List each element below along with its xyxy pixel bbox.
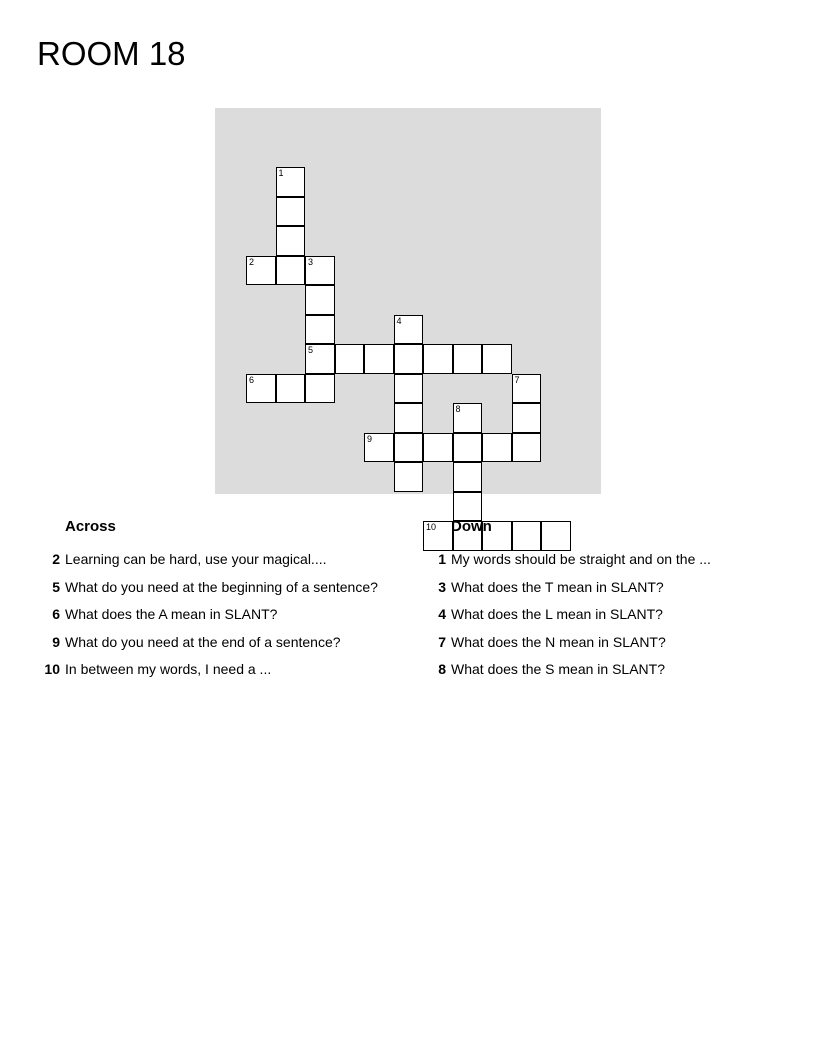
crossword-cell[interactable] (423, 521, 453, 551)
down-clue (422, 549, 782, 577)
crossword-cell[interactable] (394, 433, 424, 463)
crossword-cell[interactable] (394, 374, 424, 404)
clue-text: What does the T mean in SLANT? (451, 578, 664, 595)
clue-number: 2 (52, 551, 60, 567)
crossword-cell[interactable] (394, 462, 424, 492)
crossword-cell[interactable] (453, 403, 483, 433)
clue-text: Learning can be hard, use your magical.... (65, 551, 327, 567)
across-clue-list (36, 549, 396, 687)
crossword-cell[interactable] (453, 462, 483, 492)
cell-number: 5 (308, 345, 314, 355)
crossword-cell[interactable] (453, 433, 483, 463)
crossword-cell[interactable] (482, 344, 512, 374)
page-title: ROOM 18 (37, 35, 186, 72)
clue-number: 3 (438, 578, 446, 595)
cell-number: 7 (514, 374, 520, 385)
crossword-cell[interactable] (276, 226, 306, 256)
clue-number: 6 (52, 606, 60, 622)
clue-text: What does the A mean in SLANT? (65, 606, 278, 622)
clue-number: 8 (438, 661, 446, 677)
crossword-cell[interactable] (276, 256, 306, 286)
crossword-cell[interactable] (512, 521, 542, 551)
down-clue (422, 659, 782, 687)
clue-number: 10 (44, 661, 60, 677)
crossword-cell[interactable] (453, 344, 483, 374)
crossword-cell[interactable] (453, 492, 483, 522)
across-clue (36, 604, 396, 632)
cell-number: 10 (426, 522, 437, 532)
crossword-cell[interactable] (482, 433, 512, 463)
down-clue (422, 632, 782, 660)
across-clue (36, 659, 396, 687)
crossword-cell[interactable] (305, 315, 335, 345)
crossword-cell[interactable] (541, 521, 571, 551)
down-heading: Down (451, 518, 492, 535)
across-clue (36, 577, 396, 605)
clue-number: 5 (52, 578, 60, 595)
across-clue (36, 549, 396, 577)
crossword-cell[interactable] (246, 256, 276, 286)
across-clue (36, 632, 396, 660)
crossword-cell[interactable] (364, 433, 394, 463)
crossword-cell[interactable] (276, 167, 306, 197)
cell-number: 8 (455, 404, 461, 414)
crossword-cell[interactable] (335, 344, 365, 374)
cell-number: 9 (367, 433, 373, 444)
cell-number: 2 (249, 256, 255, 267)
crossword-cell[interactable] (512, 403, 542, 433)
crossword-cell[interactable] (512, 374, 542, 404)
cell-number: 3 (308, 256, 314, 267)
down-clue (422, 577, 782, 605)
cell-number: 1 (278, 168, 284, 178)
crossword-cell[interactable] (423, 344, 453, 374)
clue-text: What does the L mean in SLANT? (451, 606, 663, 622)
clue-text: What do you need at the end of a sentence? (65, 633, 341, 650)
clue-text: What do you need at the beginning of a sentence? (65, 578, 378, 595)
clue-number: 9 (52, 633, 60, 650)
cell-number: 6 (249, 374, 255, 385)
crossword-cell[interactable] (246, 374, 276, 404)
cell-number: 4 (396, 315, 402, 326)
crossword-cell[interactable] (276, 197, 306, 227)
across-heading: Across (65, 518, 116, 535)
clue-text: My words should be straight and on the ... (451, 551, 711, 567)
crossword-cell[interactable] (394, 344, 424, 374)
clue-number: 7 (438, 633, 446, 650)
crossword-cell[interactable] (305, 285, 335, 315)
crossword-cell[interactable] (394, 403, 424, 433)
clue-number: 1 (438, 551, 446, 567)
clue-number: 4 (438, 606, 446, 622)
crossword-cell[interactable] (423, 433, 453, 463)
crossword-cell[interactable] (305, 344, 335, 374)
down-clue (422, 604, 782, 632)
crossword-cell[interactable] (305, 374, 335, 404)
crossword-cell[interactable] (364, 344, 394, 374)
crossword-cell[interactable] (305, 256, 335, 286)
clue-text: What does the S mean in SLANT? (451, 661, 665, 677)
clue-text: What does the N mean in SLANT? (451, 633, 666, 650)
crossword-cell[interactable] (276, 374, 306, 404)
down-clue-list (422, 549, 782, 687)
clue-text: In between my words, I need a ... (65, 661, 272, 677)
crossword-cell[interactable] (394, 315, 424, 345)
crossword-cell[interactable] (512, 433, 542, 463)
